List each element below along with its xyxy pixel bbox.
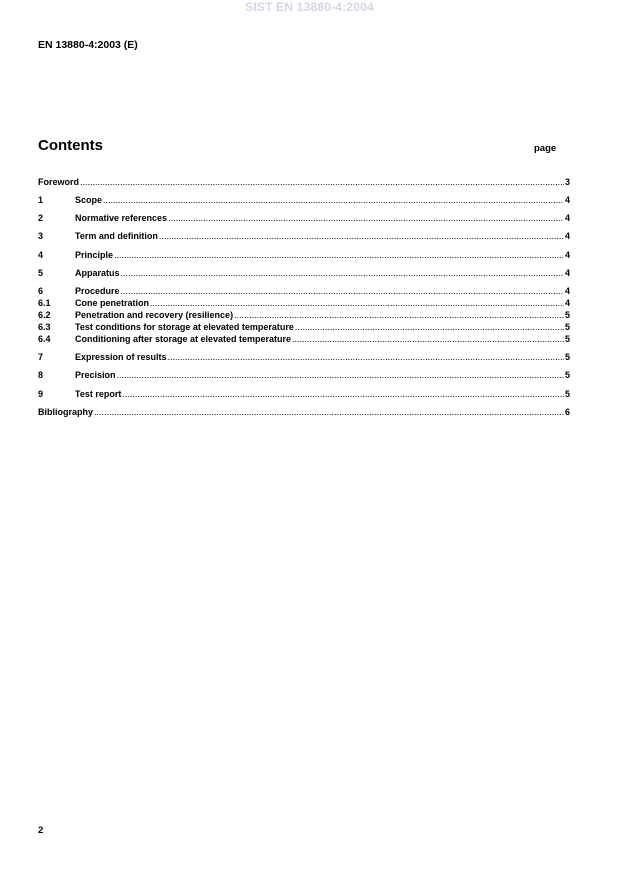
toc-entry-number: 6.4	[38, 334, 51, 344]
toc-entry-title: Apparatus	[75, 268, 120, 278]
toc-leader-dots	[114, 250, 564, 261]
toc-leader-dots	[94, 407, 564, 418]
toc-entry-title: Scope	[75, 195, 103, 205]
toc-entry-title: Bibliography	[38, 407, 94, 417]
toc-entry-number: 1	[38, 195, 44, 205]
toc-leader-dots	[159, 231, 564, 242]
toc-entry-page: 4	[564, 286, 570, 296]
toc-entry-page: 4	[564, 298, 570, 308]
toc-entry-title: Normative references	[75, 213, 168, 223]
page-column-label: page	[534, 143, 557, 154]
toc-entry-number: 9	[38, 389, 44, 399]
toc-entry-page: 4	[564, 195, 570, 205]
toc-entry-number: 4	[38, 250, 44, 260]
toc-entry-page: 5	[564, 389, 570, 399]
toc-entry-page: 4	[564, 213, 570, 223]
toc-entry-term-and-definition[interactable]	[38, 231, 570, 242]
toc-entry-page: 5	[564, 370, 570, 380]
toc-entry-page: 4	[564, 231, 570, 241]
toc-entry-procedure[interactable]	[38, 286, 570, 297]
toc-entry-number: 8	[38, 370, 44, 380]
toc-entry-page: 4	[564, 250, 570, 260]
footer-page-number: 2	[38, 825, 44, 836]
toc-entry-page: 5	[564, 334, 570, 344]
toc-entry-title: Test report	[75, 389, 122, 399]
toc-entry-page: 4	[564, 268, 570, 278]
toc-entry-title: Test conditions for storage at elevated temperature	[75, 322, 294, 332]
toc-entry-cone-penetration[interactable]	[38, 298, 570, 309]
toc-leader-dots	[295, 322, 564, 333]
toc-entry-number: 2	[38, 213, 44, 223]
toc-entry-title: Precision	[75, 370, 116, 380]
toc-leader-dots	[168, 213, 564, 224]
toc-entry-precision[interactable]	[38, 370, 570, 381]
toc-entry-expression-of-results[interactable]	[38, 352, 570, 363]
toc-leader-dots	[121, 268, 564, 279]
watermark: SIST EN 13880-4:2004	[245, 0, 374, 14]
toc-entry-page: 3	[564, 177, 570, 187]
toc-entry-bibliography[interactable]	[38, 407, 570, 418]
toc-entry-title: Foreword	[38, 177, 80, 187]
toc-entry-foreword[interactable]	[38, 177, 570, 188]
toc-entry-page: 5	[564, 310, 570, 320]
toc-entry-number: 6.1	[38, 298, 51, 308]
toc-entry-title: Cone penetration	[75, 298, 150, 308]
toc-leader-dots	[292, 334, 564, 345]
toc-entry-principle[interactable]	[38, 250, 570, 261]
toc-leader-dots	[117, 370, 564, 381]
toc-entry-title: Expression of results	[75, 352, 167, 362]
toc-entry-conditioning-after-storage[interactable]	[38, 334, 570, 345]
toc-entry-apparatus[interactable]	[38, 268, 570, 279]
toc-entry-test-report[interactable]	[38, 389, 570, 400]
toc-entry-title: Conditioning after storage at elevated temperature	[75, 334, 292, 344]
toc-leader-dots	[122, 389, 564, 400]
contents-heading: Contents	[38, 137, 103, 154]
toc-entry-number: 3	[38, 231, 44, 241]
toc-entry-normative-references[interactable]	[38, 213, 570, 224]
document-id: EN 13880-4:2003 (E)	[38, 39, 138, 51]
toc-entry-number: 7	[38, 352, 44, 362]
toc-entry-title: Procedure	[75, 286, 120, 296]
toc-leader-dots	[103, 195, 564, 206]
toc-entry-scope[interactable]	[38, 195, 570, 206]
toc-leader-dots	[80, 177, 564, 188]
toc-entry-page: 5	[564, 322, 570, 332]
toc-entry-number: 6	[38, 286, 44, 296]
toc-entry-number: 6.2	[38, 310, 51, 320]
toc-entry-page: 5	[564, 352, 570, 362]
toc-entry-number: 6.3	[38, 322, 51, 332]
toc-leader-dots	[150, 298, 564, 309]
toc-entry-page: 6	[564, 407, 570, 417]
toc-entry-test-conditions-storage[interactable]	[38, 322, 570, 333]
toc-entry-title: Principle	[75, 250, 114, 260]
toc-leader-dots	[121, 286, 564, 297]
toc-entry-number: 5	[38, 268, 44, 278]
toc-entry-penetration-and-recovery[interactable]	[38, 310, 570, 321]
toc-entry-title: Penetration and recovery (resilience)	[75, 310, 234, 320]
toc-entry-title: Term and definition	[75, 231, 158, 241]
toc-leader-dots	[234, 310, 564, 321]
toc-leader-dots	[168, 352, 564, 363]
